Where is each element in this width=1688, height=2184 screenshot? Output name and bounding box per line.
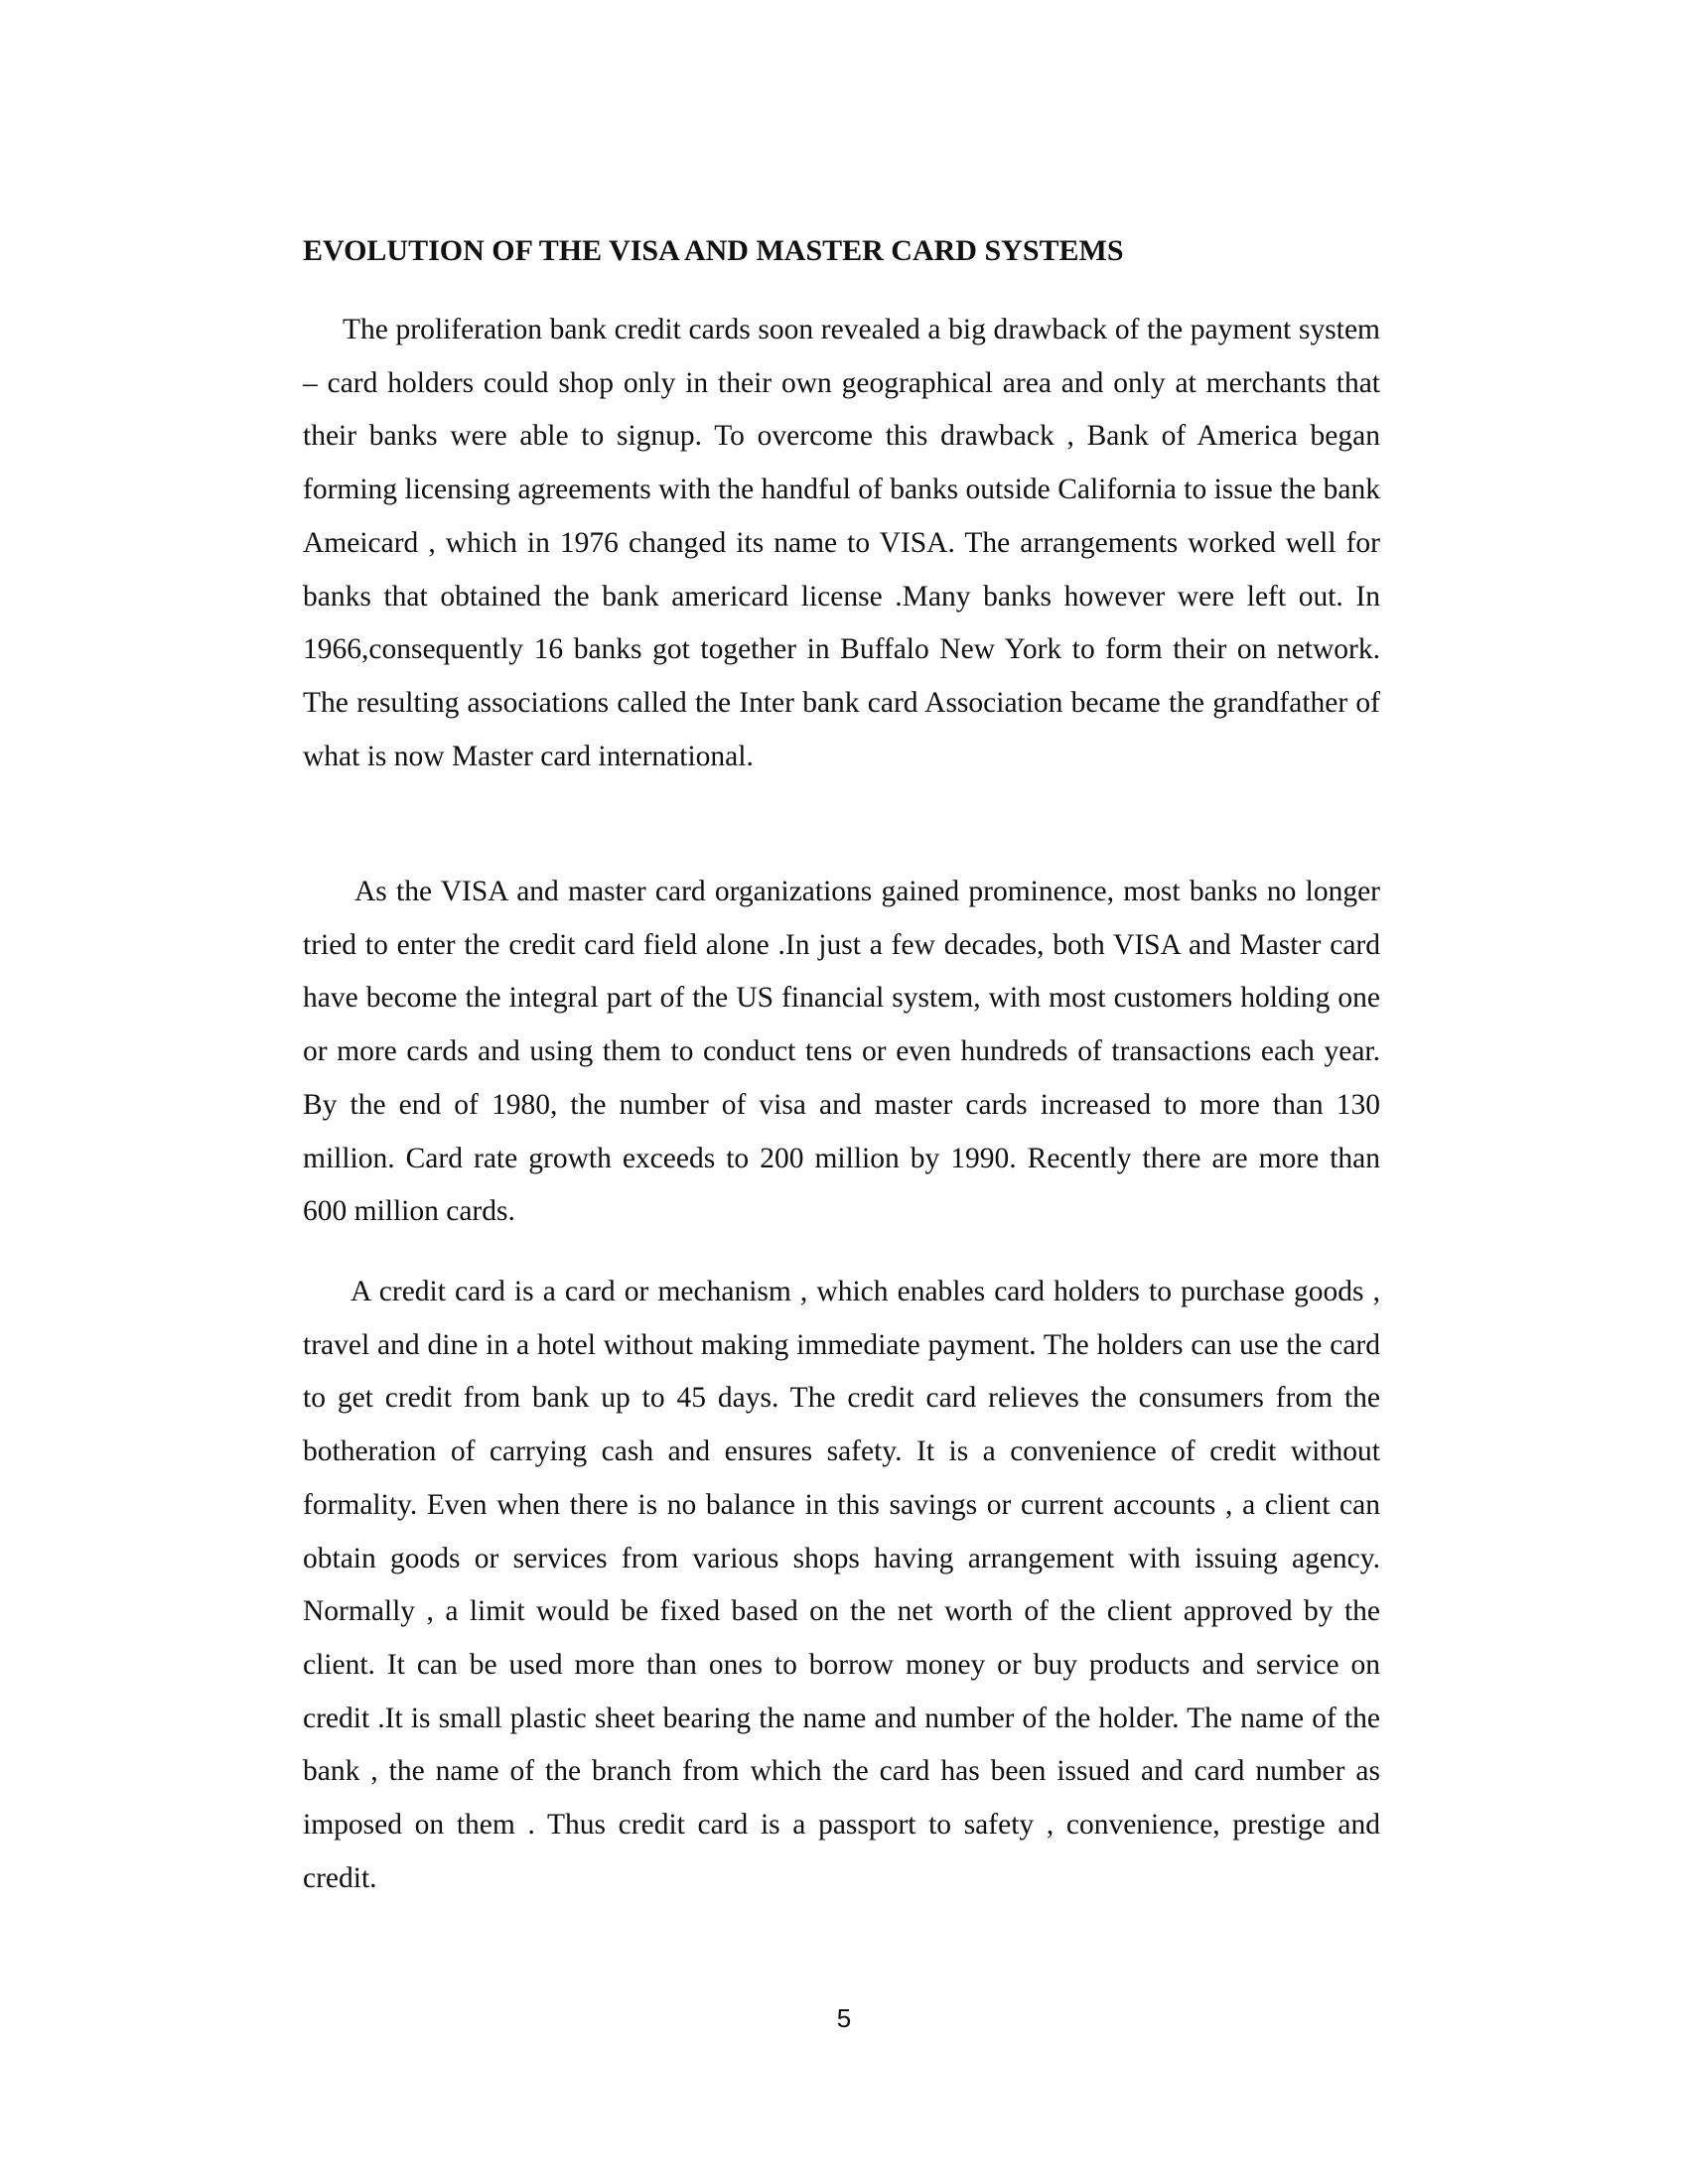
paragraph-card-growth: As the VISA and master card organizations gained prominence, most banks no longer tried to enter the credit card field alone .In just a few decades, both VISA and Master card have become the integral part of the US financial system, with most customers holding one or more cards and using them to conduct tens or even hundreds of transactions each year. By the end of 1980, the number of visa and master cards increased to more than 130 million. Card rate growth exceeds to 200 million by 1990. Recently there are more than 600 million cards.	[303, 876, 1380, 1228]
paragraph-visa-origins: The proliferation bank credit cards soon revealed a big drawback of the payment system – card holders could shop only in their own geographical area and only at merchants that their banks were able to signup. To overcome this drawback , Bank of America began forming licensing agreements with the handful of banks outside California to issue the bank Ameicard , which in 1976 changed its name to VISA. The arrangements worked well for banks that obtained the bank americard license .Many banks however were left out. In 1966,consequently 16 banks got together in Buffalo New York to form their on network. The resulting associations called the Inter bank card Association became the grandfather of what is now Master card international.	[303, 314, 1380, 772]
page-number: 5	[836, 2003, 852, 2033]
paragraph-credit-card-definition: A credit card is a card or mechanism , which enables card holders to purchase goods , travel and dine in a hotel without making immediate payment. The holders can use the card to get credit from bank up to 45 days. The credit card relieves the consumers from the botheration of carrying cash and ensures safety. It is a convenience of credit without formality. Even when there is no balance in this savings or current accounts , a client can obtain goods or services from various shops having arrangement with issuing agency. Normally , a limit would be fixed based on the net worth of the client approved by the client. It can be used more than ones to borrow money or buy products and service on credit .It is small plastic sheet bearing the name and number of the holder. The name of the bank , the name of the branch from which the card has been issued and card number as imposed on them . Thus credit card is a passport to safety , convenience, prestige and credit.	[303, 1276, 1380, 1894]
section-heading: EVOLUTION OF THE VISA AND MASTER CARD SYSTEMS	[303, 234, 1124, 267]
